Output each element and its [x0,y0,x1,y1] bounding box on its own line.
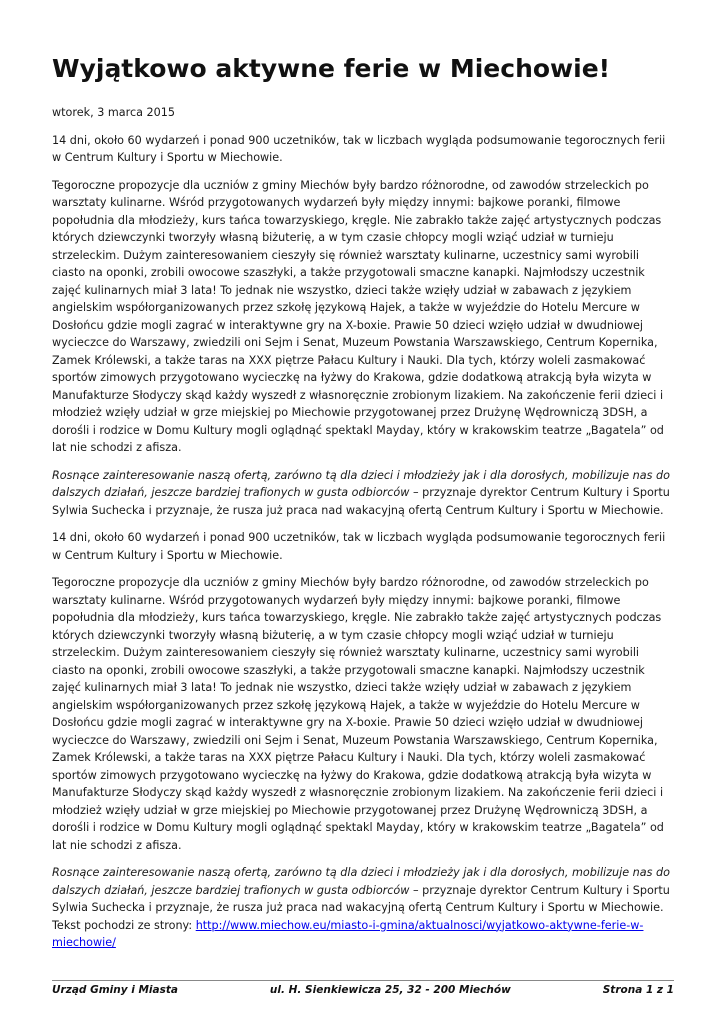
article-quote [52,467,674,520]
quote-rest: – przyznaje dyrektor Centrum Kultury i Sportu Sylwia Suchecka i przyznaje, że rusza już praca nad wakacyjną ofertą Centrum Kultury i Sportu w Miechowie. [52,486,670,517]
article-date: wtorek, 3 marca 2015 [52,106,176,119]
source-label: Tekst pochodzi ze strony: [52,918,196,932]
article [52,52,674,952]
quote-italic: Rosnące zainteresowanie naszą ofertą, zarówno tą dla dzieci i młodzieży jak i dla dorosłych, mobilizuje nas do dalszych działań, jeszcze bardziej trafionych w gusta odbiorców [52,468,670,499]
quote-rest-repeat: – przyznaje dyrektor Centrum Kultury i Sportu Sylwia Suchecka i przyznaje, że rusza już praca nad wakacyjną ofertą Centrum Kultury i Sportu w Miechowie. [52,883,670,914]
article-body: Tegoroczne propozycje dla uczniów z gminy Miechów były bardzo różnorodne, od zawodów strzeleckich po warsztaty kulinarne. Wśród przygotowanych wydarzeń były między innymi: bajkowe poranki, filmowe popołudnia dla młodzieży, kurs tańca towarzyskiego, kręgle. Nie zabrakło także zajęć artystycznych podczas których dziewczynki tworzyły własną biżuterię, a w tym czasie chłopcy mogli wziąć udział w turnieju strzeleckim. Dużym zainteresowaniem cieszyły się również warsztaty kulinarne, uczestnicy sami wyrobili ciasto na oponki, zrobili owocowe szaszłyki, a także przygotowali smaczne kanapki. Najmłodszy uczestnik zajęć kulinarnych miał 3 lata! To jednak nie wszystko, dzieci także wzięły udział w zabawach z językiem angielskim współorganizowanych przez szkołę językową Hajek, a także w wyjeździe do Hotelu Mercure w Dosłońcu gdzie mogli zagrać w interaktywne gry na X-boxie. Prawie 50 dzieci wzięło udział w dwudniowej wycieczce do Warszawy, zwiedzili oni Sejm i Senat, Muzeum Powstania Warszawskiego, Centrum Kopernika, Zamek Królewski, a także taras na XXX piętrze Pałacu Kultury i Nauki. Dla tych, którzy woleli zasmakować sportów zimowych przygotowano wycieczkę na łyżwy do Krakowa, gdzie dodatkową atrakcją była wizyta w Manufakturze Słodyczy skąd każdy wyszedł z własnoręcznie zrobionym lizakiem. Na zakończenie ferii dzieci i młodzież wzięły udział w grze miejskiej po Miechowie przygotowanej przez Drużynę Wędrowniczą 3DSH, a dorośli i rodzice w Domu Kultury mogli oglądnąć spektakl Mayday, który w krakowskim teatrze „Bagatela” od lat nie schodzi z afisza. [52,178,664,454]
source-line [52,917,674,952]
footer-office: Urząd Gminy i Miasta [52,984,178,996]
page-title: Wyjątkowo aktywne ferie w Miechowie! [52,54,611,83]
footer-address: ul. H. Sienkiewicza 25, 32 - 200 Miechów [269,984,511,996]
article-body-repeat: Tegoroczne propozycje dla uczniów z gminy Miechów były bardzo różnorodne, od zawodów strzeleckich po warsztaty kulinarne. Wśród przygotowanych wydarzeń były między innymi: bajkowe poranki, filmowe popołudnia dla młodzieży, kurs tańca towarzyskiego, kręgle. Nie zabrakło także zajęć artystycznych podczas których dziewczynki tworzyły własną biżuterię, a w tym czasie chłopcy mogli wziąć udział w turnieju strzeleckim. Dużym zainteresowaniem cieszyły się również warsztaty kulinarne, uczestnicy sami wyrobili ciasto na oponki, zrobili owocowe szaszłyki, a także przygotowali smaczne kanapki. Najmłodszy uczestnik zajęć kulinarnych miał 3 lata! To jednak nie wszystko, dzieci także wzięły udział w zabawach z językiem angielskim współorganizowanych przez szkołę językową Hajek, a także w wyjeździe do Hotelu Mercure w Dosłońcu gdzie mogli zagrać w interaktywne gry na X-boxie. Prawie 50 dzieci wzięło udział w dwudniowej wycieczce do Warszawy, zwiedzili oni Sejm i Senat, Muzeum Powstania Warszawskiego, Centrum Kopernika, Zamek Królewski, a także taras na XXX piętrze Pałacu Kultury i Nauki. Dla tych, którzy woleli zasmakować sportów zimowych przygotowano wycieczkę na łyżwy do Krakowa, gdzie dodatkową atrakcją była wizyta w Manufakturze Słodyczy skąd każdy wyszedł z własnoręcznie zrobionym lizakiem. Na zakończenie ferii dzieci i młodzież wzięły udział w grze miejskiej po Miechowie przygotowanej przez Drużynę Wędrowniczą 3DSH, a dorośli i rodzice w Domu Kultury mogli oglądnąć spektakl Mayday, który w krakowskim teatrze „Bagatela” od lat nie schodzi z afisza. [52,576,664,852]
page-footer [52,980,674,996]
article-quote-repeat [52,864,674,917]
source-link[interactable]: http://www.miechow.eu/miasto-i-gmina/aktualnosci/wyjatkowo-aktywne-ferie-w-miechowie/ [52,918,644,949]
article-intro-repeat: 14 dni, około 60 wydarzeń i ponad 900 uczetników, tak w liczbach wygląda podsumowanie tegorocznych ferii w Centrum Kultury i Sportu w Miechowie. [52,531,666,562]
quote-italic-repeat: Rosnące zainteresowanie naszą ofertą, zarówno tą dla dzieci i młodzieży jak i dla dorosłych, mobilizuje nas do dalszych działań, jeszcze bardziej trafionych w gusta odbiorców [52,866,670,897]
article-intro: 14 dni, około 60 wydarzeń i ponad 900 uczetników, tak w liczbach wygląda podsumowanie tegorocznych ferii w Centrum Kultury i Sportu w Miechowie. [52,133,666,164]
footer-page-number: Strona 1 z 1 [602,984,674,996]
